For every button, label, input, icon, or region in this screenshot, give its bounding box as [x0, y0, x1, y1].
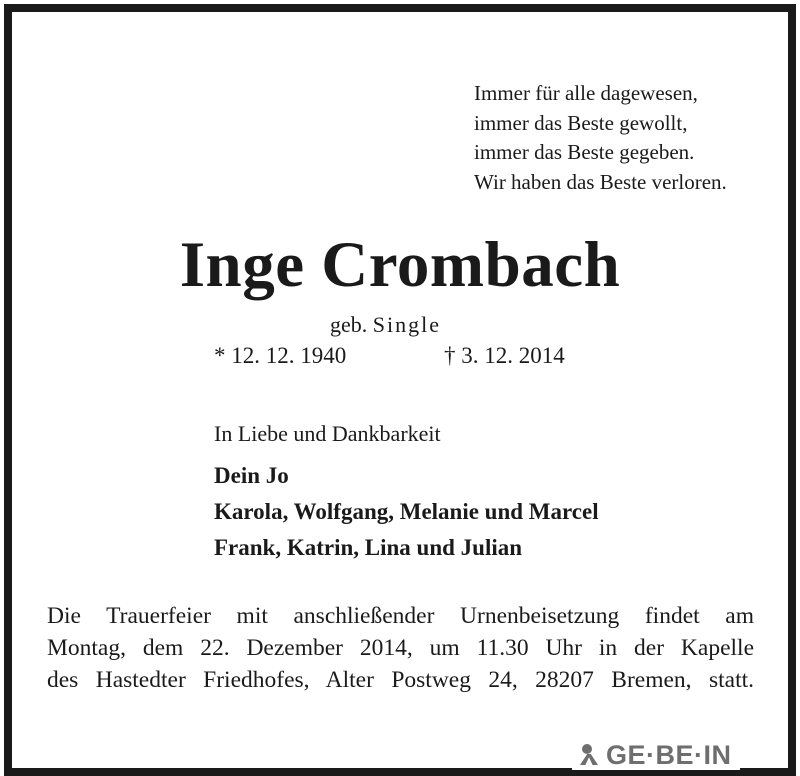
poem-line: Wir haben das Beste verloren.	[474, 169, 727, 194]
deceased-name: Inge Crombach	[179, 229, 621, 301]
memorial-poem	[474, 79, 727, 197]
maiden-name-line	[330, 312, 441, 338]
mourner-line: Dein Jo	[214, 463, 289, 488]
funeral-notice-line: des Hastedter Friedhofes, Alter Postweg 24, 28207 Bremen, statt.	[47, 667, 754, 693]
poem-line: immer das Beste gewollt,	[474, 110, 688, 135]
publisher-logo-text: GE·BE·IN	[606, 739, 732, 770]
mourner-line: Karola, Wolfgang, Melanie und Marcel	[214, 499, 599, 524]
publisher-logo	[572, 740, 740, 770]
death-date: † 3. 12. 2014	[444, 343, 565, 368]
poem-line: Immer für alle dagewesen,	[474, 81, 698, 105]
mourners-list	[214, 458, 599, 566]
mourner-line: Frank, Katrin, Lina und Julian	[214, 535, 523, 560]
mourners-intro: In Liebe und Dankbarkeit	[214, 421, 441, 446]
funeral-notice-line: Montag, dem 22. Dezember 2014, um 11.30 Uhr in der Kapelle	[47, 635, 754, 661]
maiden-name: Single	[372, 312, 441, 337]
funeral-notice-line: Die Trauerfeier mit anschließender Urnenbeisetzung findet am	[47, 603, 754, 629]
birth-date: * 12. 12. 1940	[214, 343, 347, 368]
funeral-notice	[47, 600, 754, 696]
poem-line: immer das Beste gegeben.	[474, 140, 695, 164]
person-logo-icon	[580, 743, 600, 767]
maiden-prefix: geb.	[330, 312, 368, 337]
